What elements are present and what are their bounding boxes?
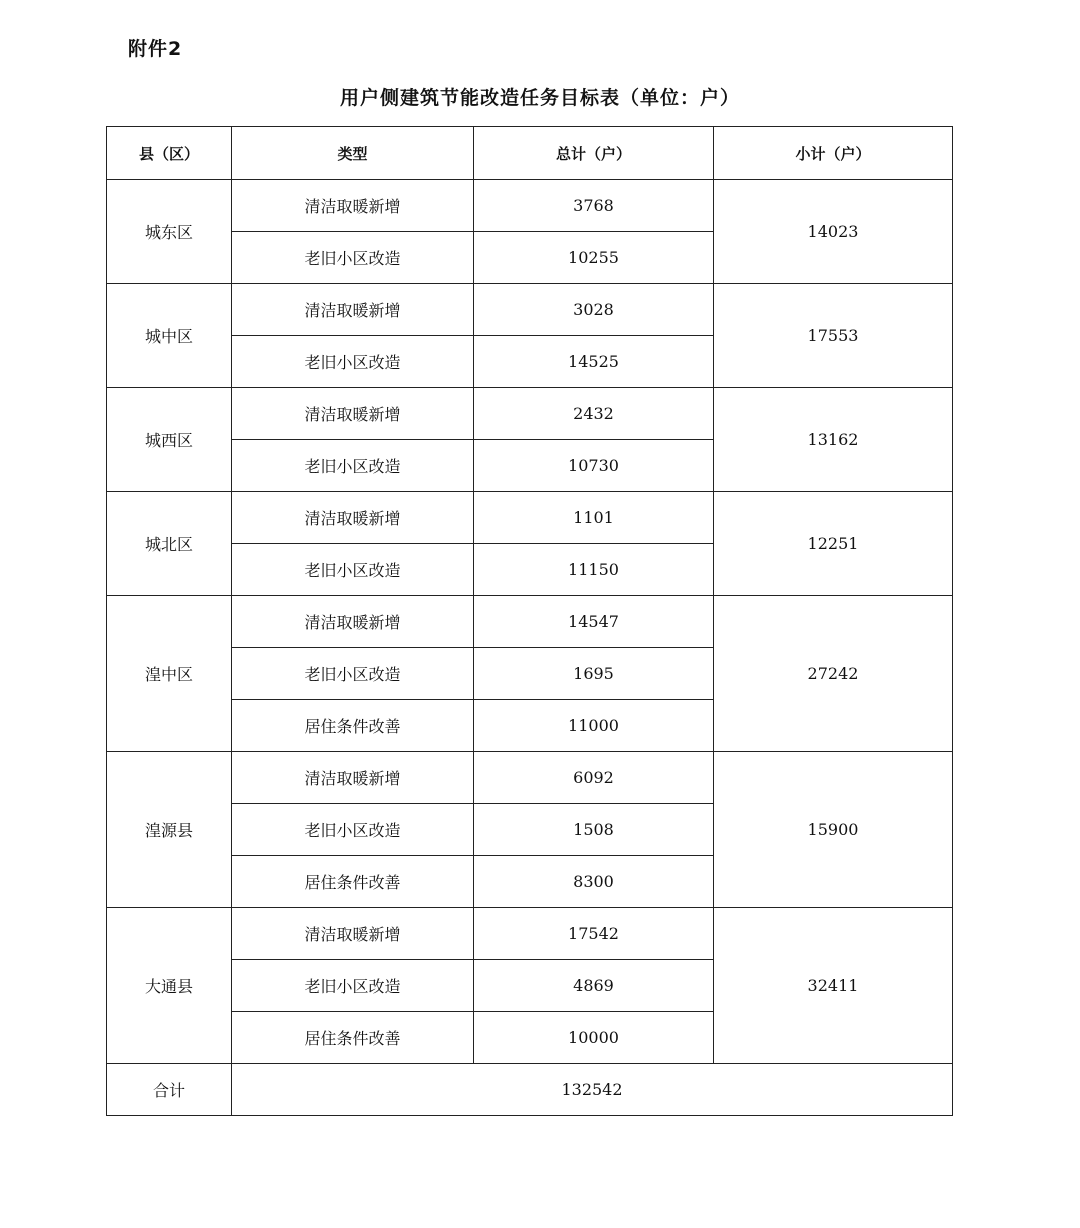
grand-total-value: 132542: [232, 1064, 953, 1116]
row-type: 居住条件改善: [232, 1012, 474, 1064]
row-total: 14525: [474, 336, 714, 388]
row-type: 老旧小区改造: [232, 232, 474, 284]
row-total: 1508: [474, 804, 714, 856]
row-type: 清洁取暖新增: [232, 752, 474, 804]
district-name: 城北区: [107, 492, 232, 596]
row-type: 清洁取暖新增: [232, 908, 474, 960]
grand-total-label: 合计: [107, 1064, 232, 1116]
table-row: [107, 180, 953, 232]
row-type: 清洁取暖新增: [232, 596, 474, 648]
district-name: 城西区: [107, 388, 232, 492]
task-target-table: [106, 126, 953, 1116]
row-total: 3768: [474, 180, 714, 232]
district-subtotal: 17553: [714, 284, 953, 388]
district-name: 城东区: [107, 180, 232, 284]
table-row: [107, 284, 953, 336]
row-total: 2432: [474, 388, 714, 440]
district-subtotal: 13162: [714, 388, 953, 492]
row-total: 14547: [474, 596, 714, 648]
page-title: 用户侧建筑节能改造任务目标表（单位：户）: [339, 87, 740, 109]
table-row: [107, 492, 953, 544]
row-type: 清洁取暖新增: [232, 388, 474, 440]
table-row: [107, 752, 953, 804]
district-name: 大通县: [107, 908, 232, 1064]
header-subtotal: 小计（户）: [714, 127, 953, 180]
row-total: 6092: [474, 752, 714, 804]
district-name: 湟源县: [107, 752, 232, 908]
row-type: 居住条件改善: [232, 856, 474, 908]
row-type: 老旧小区改造: [232, 336, 474, 388]
header-type: 类型: [232, 127, 474, 180]
header-total: 总计（户）: [474, 127, 714, 180]
row-type: 老旧小区改造: [232, 440, 474, 492]
row-total: 3028: [474, 284, 714, 336]
district-name: 湟中区: [107, 596, 232, 752]
row-type: 清洁取暖新增: [232, 284, 474, 336]
row-total: 1695: [474, 648, 714, 700]
row-total: 11000: [474, 700, 714, 752]
district-subtotal: 12251: [714, 492, 953, 596]
row-type: 老旧小区改造: [232, 648, 474, 700]
attachment-label: 附件2: [128, 38, 183, 60]
district-name: 城中区: [107, 284, 232, 388]
row-type: 老旧小区改造: [232, 804, 474, 856]
row-type: 老旧小区改造: [232, 960, 474, 1012]
district-subtotal: 32411: [714, 908, 953, 1064]
grand-total-row: [107, 1064, 953, 1116]
district-subtotal: 14023: [714, 180, 953, 284]
row-total: 17542: [474, 908, 714, 960]
row-total: 11150: [474, 544, 714, 596]
table-header-row: [107, 127, 953, 180]
row-type: 清洁取暖新增: [232, 180, 474, 232]
district-subtotal: 27242: [714, 596, 953, 752]
district-subtotal: 15900: [714, 752, 953, 908]
row-total: 1101: [474, 492, 714, 544]
row-type: 居住条件改善: [232, 700, 474, 752]
row-total: 10730: [474, 440, 714, 492]
row-type: 老旧小区改造: [232, 544, 474, 596]
row-total: 10000: [474, 1012, 714, 1064]
row-total: 4869: [474, 960, 714, 1012]
table-row: [107, 908, 953, 960]
row-type: 清洁取暖新增: [232, 492, 474, 544]
table-row: [107, 596, 953, 648]
row-total: 8300: [474, 856, 714, 908]
header-county: 县（区）: [107, 127, 232, 180]
row-total: 10255: [474, 232, 714, 284]
table-row: [107, 388, 953, 440]
